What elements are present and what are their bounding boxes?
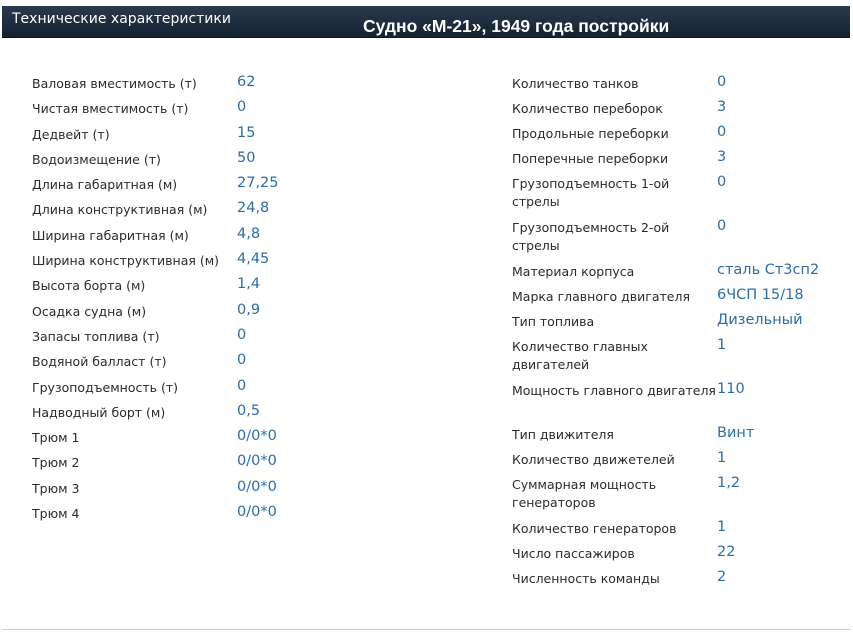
spec-row: [32, 249, 452, 274]
spec-row: [512, 473, 842, 517]
spec-value: 0/0*0: [237, 453, 277, 470]
spec-row: [32, 477, 452, 502]
spec-label: Трюм 4: [32, 506, 80, 522]
spec-row: [32, 123, 452, 148]
spec-label: Длина конструктивная (м): [32, 202, 208, 218]
spec-row: [512, 423, 842, 448]
spec-label: Трюм 2: [32, 455, 80, 471]
spec-value: 0/0*0: [237, 478, 277, 495]
spec-value: 3: [717, 149, 727, 165]
spec-row: [512, 448, 842, 473]
spec-value: 4,45: [237, 251, 270, 268]
spec-label: Число пассажиров: [512, 546, 635, 561]
spec-value: 0/0*0: [237, 504, 277, 521]
spec-value: 2: [717, 569, 727, 585]
spec-row: [32, 224, 452, 249]
spec-value: 1: [717, 450, 727, 466]
spec-label: Количество движетелей: [512, 452, 675, 467]
spec-label: Количество переборок: [512, 101, 663, 116]
spec-label: Количество генераторов: [512, 521, 677, 536]
spec-value: 50: [237, 149, 256, 166]
header-bar: [2, 6, 850, 38]
spec-label: Мощность главного двигателя: [512, 383, 716, 398]
spec-value: 1: [717, 337, 727, 353]
spec-row: [32, 148, 452, 173]
spec-value: Дизельный: [717, 312, 803, 328]
spec-value: 24,8: [237, 200, 270, 217]
spec-label: Тип топлива: [512, 314, 595, 329]
spec-value: 4,8: [237, 225, 261, 242]
spec-value: 0: [717, 124, 727, 140]
spec-label: Продольные переборки: [512, 126, 669, 141]
spec-label: Длина габаритная (м): [32, 177, 178, 193]
spec-row: [32, 97, 452, 122]
spec-row: [512, 567, 842, 592]
spec-label: Валовая вместимость (т): [32, 76, 197, 91]
spec-label: Надводный борт (м): [32, 404, 166, 420]
spec-value: 110: [717, 381, 745, 397]
spec-value: 0,9: [237, 301, 261, 318]
spec-label: Трюм 3: [32, 480, 80, 496]
spec-row: [32, 72, 452, 97]
spec-row: [512, 147, 842, 172]
spec-value: 0: [237, 326, 247, 343]
spec-value: 1,2: [717, 475, 741, 491]
spec-row: [512, 172, 842, 216]
spec-value: 0/0*0: [237, 428, 277, 445]
spec-row: [512, 335, 842, 379]
spec-row: [32, 426, 452, 451]
spec-label: Количество главных двигателей: [512, 339, 648, 372]
spec-label: Марка главного двигателя: [512, 289, 690, 304]
spec-value: 15: [237, 124, 256, 141]
spec-label: Тип движителя: [512, 427, 614, 442]
spec-label: Грузоподъемность 2-ой стрелы: [512, 220, 670, 253]
spec-label: Количество танков: [512, 76, 639, 91]
spec-label: Дедвейт (т): [32, 126, 110, 142]
spec-label: Ширина конструктивная (м): [32, 253, 220, 269]
spec-value: 0,5: [237, 402, 261, 419]
spec-row: [32, 198, 452, 223]
spec-label: Высота борта (м): [32, 278, 146, 294]
spec-row: [512, 379, 842, 423]
spec-row: [512, 122, 842, 147]
spec-label: Водоизмещение (т): [32, 151, 161, 167]
vessel-title: Судно «М-21», 1949 года постройки: [363, 16, 670, 36]
bottom-divider: [2, 629, 851, 630]
spec-row: [512, 310, 842, 335]
spec-value: 1: [717, 519, 727, 535]
spec-row: [512, 542, 842, 567]
spec-row: [512, 517, 842, 542]
spec-row: [32, 502, 452, 527]
spec-row: [512, 285, 842, 310]
spec-label: Чистая вместимость (т): [32, 101, 189, 117]
spec-label: Водяной балласт (т): [32, 354, 167, 370]
spec-row: [32, 376, 452, 401]
spec-label: Грузоподъемность (т): [32, 379, 179, 395]
spec-row: [32, 173, 452, 198]
spec-row: [512, 260, 842, 285]
spec-value: Винт: [717, 425, 755, 441]
spec-label: Материал корпуса: [512, 264, 635, 279]
spec-row: [32, 274, 452, 299]
spec-value: 0: [237, 99, 247, 116]
section-title: Технические характеристики: [12, 11, 231, 27]
spec-row: [512, 72, 842, 97]
spec-label: Грузоподъемность 1-ой стрелы: [512, 176, 670, 209]
spec-row: [512, 216, 842, 260]
spec-row: [32, 300, 452, 325]
spec-value: 6ЧСП 15/18: [717, 287, 804, 303]
spec-label: Суммарная мощность генераторов: [512, 477, 657, 510]
spec-row: [32, 350, 452, 375]
specs-right-column: [512, 72, 842, 592]
spec-row: [32, 401, 452, 426]
spec-label: Запасы топлива (т): [32, 328, 160, 344]
spec-label: Осадка судна (м): [32, 303, 147, 319]
specs-left-column: [32, 72, 452, 527]
spec-label: Ширина габаритная (м): [32, 227, 189, 243]
spec-label: Поперечные переборки: [512, 151, 669, 166]
spec-value: 62: [237, 74, 256, 90]
spec-value: 27,25: [237, 175, 279, 192]
spec-value: 0: [717, 174, 727, 190]
spec-value: 3: [717, 99, 727, 115]
spec-value: 0: [237, 352, 247, 369]
spec-value: 22: [717, 544, 736, 560]
spec-value: 0: [717, 74, 727, 90]
spec-label: Численность команды: [512, 571, 660, 586]
spec-value: 0: [237, 377, 247, 394]
spec-row: [32, 325, 452, 350]
spec-value: 1,4: [237, 276, 261, 293]
spec-row: [32, 451, 452, 476]
spec-value: сталь Ст3сп2: [717, 262, 820, 278]
spec-row: [512, 97, 842, 122]
spec-label: Трюм 1: [32, 430, 80, 446]
spec-value: 0: [717, 218, 727, 234]
